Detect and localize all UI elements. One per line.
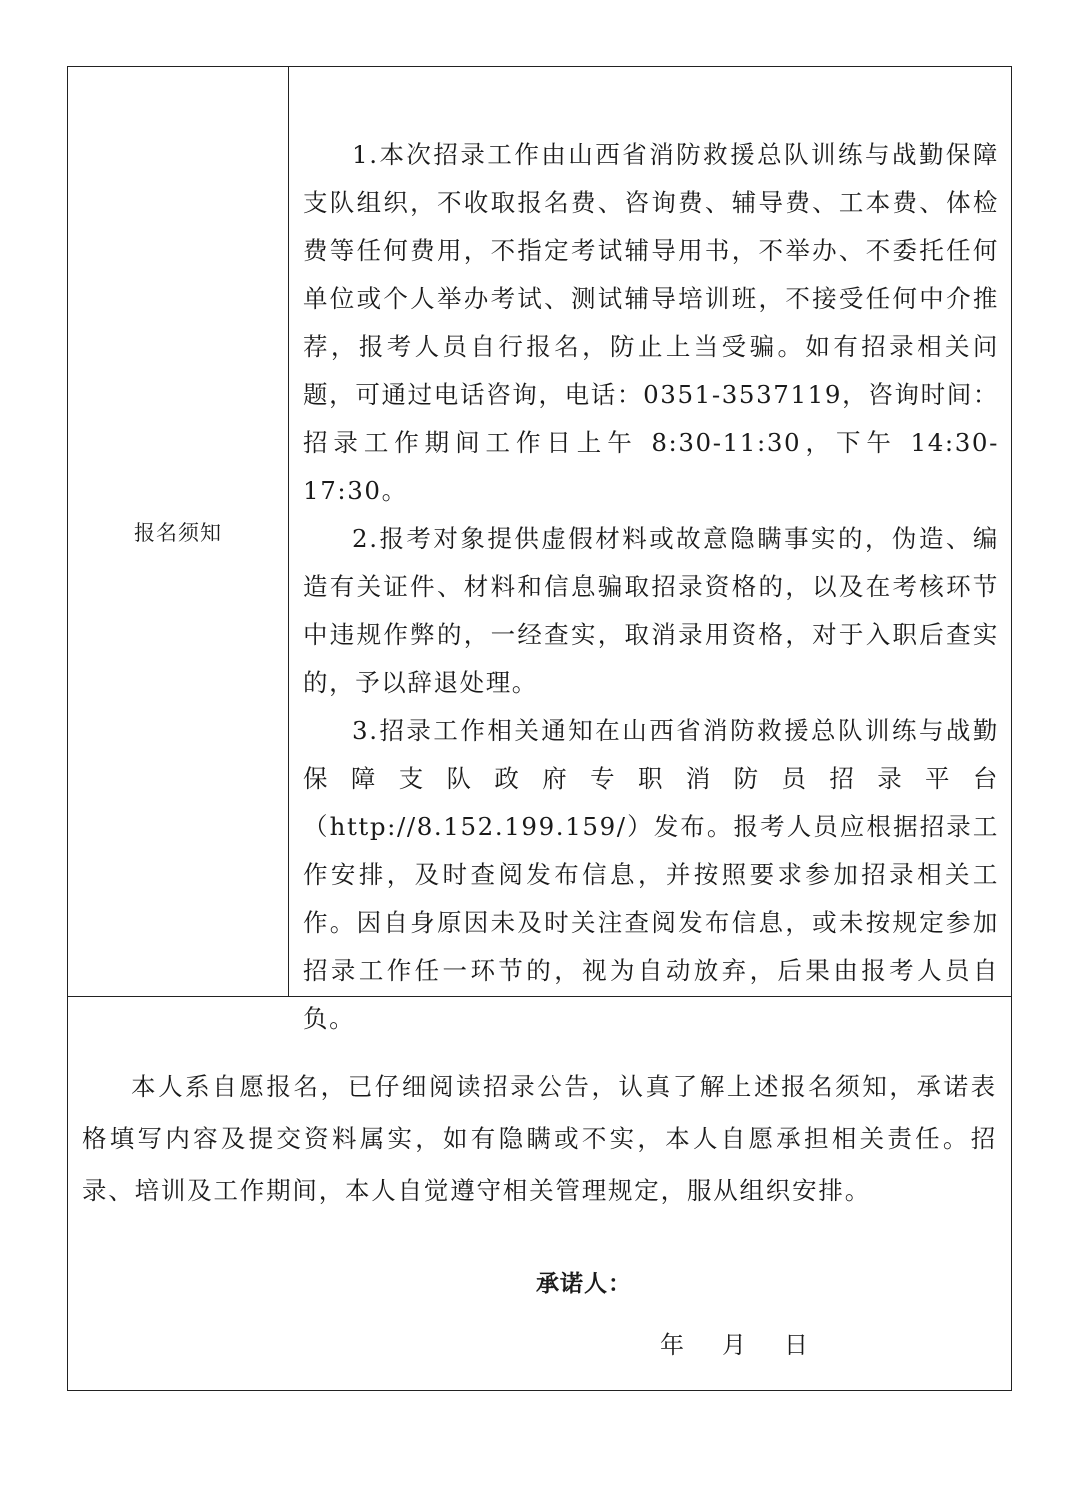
notice-paragraph-1: 1.本次招录工作由山西省消防救援总队训练与战勤保障支队组织，不收取报名费、咨询费、辅导费、工本费、体检费等任何费用，不指定考试辅导用书，不举办、不委托任何单位或个人举办考试、测试辅导培训班，不接受任何中介推荐，报考人员自行报名，防止上当受骗。如有招录相关问题，可通过电话咨询，电话：0351-3537119，咨询时间：招录工作期间工作日上午 8:30-11:30，下午 14:30-17:30。: [303, 140, 999, 505]
pledge-row: [68, 997, 1011, 1392]
notice-label: 报名须知: [134, 520, 222, 545]
registration-form-table: [67, 66, 1012, 1391]
notice-label-cell: [68, 67, 289, 996]
pledge-text: 本人系自愿报名，已仔细阅读招录公告，认真了解上述报名须知，承诺表格填写内容及提交资料属实，如有隐瞒或不实，本人自愿承担相关责任。招录、培训及工作期间，本人自觉遵守相关管理规定，服从组织安排。: [82, 1072, 997, 1205]
date-year: 年: [660, 1331, 684, 1359]
date-month: 月: [722, 1331, 746, 1359]
notice-paragraph-3: 3.招录工作相关通知在山西省消防救援总队训练与战勤保障支队政府专职消防员招录平台（http://8.152.199.159/）发布。报考人员应根据招录工作安排，及时查阅发布信息，并按照要求参加招录相关工作。因自身原因未及时关注查阅发布信息，或未按规定参加招录工作任一环节的，视为自动放弃，后果由报考人员自负。: [303, 716, 999, 1033]
date-day: 日: [784, 1331, 808, 1359]
notice-content-cell: [289, 67, 1011, 1033]
notice-paragraph-2: 2.报考对象提供虚假材料或故意隐瞒事实的，伪造、编造有关证件、材料和信息骗取招录资格的，以及在考核环节中违规作弊的，一经查实，取消录用资格，对于入职后查实的，予以辞退处理。: [303, 524, 999, 697]
notice-row: [68, 67, 1011, 1033]
date-line: [660, 1325, 808, 1360]
signer-label: 承诺人：: [536, 1271, 632, 1297]
